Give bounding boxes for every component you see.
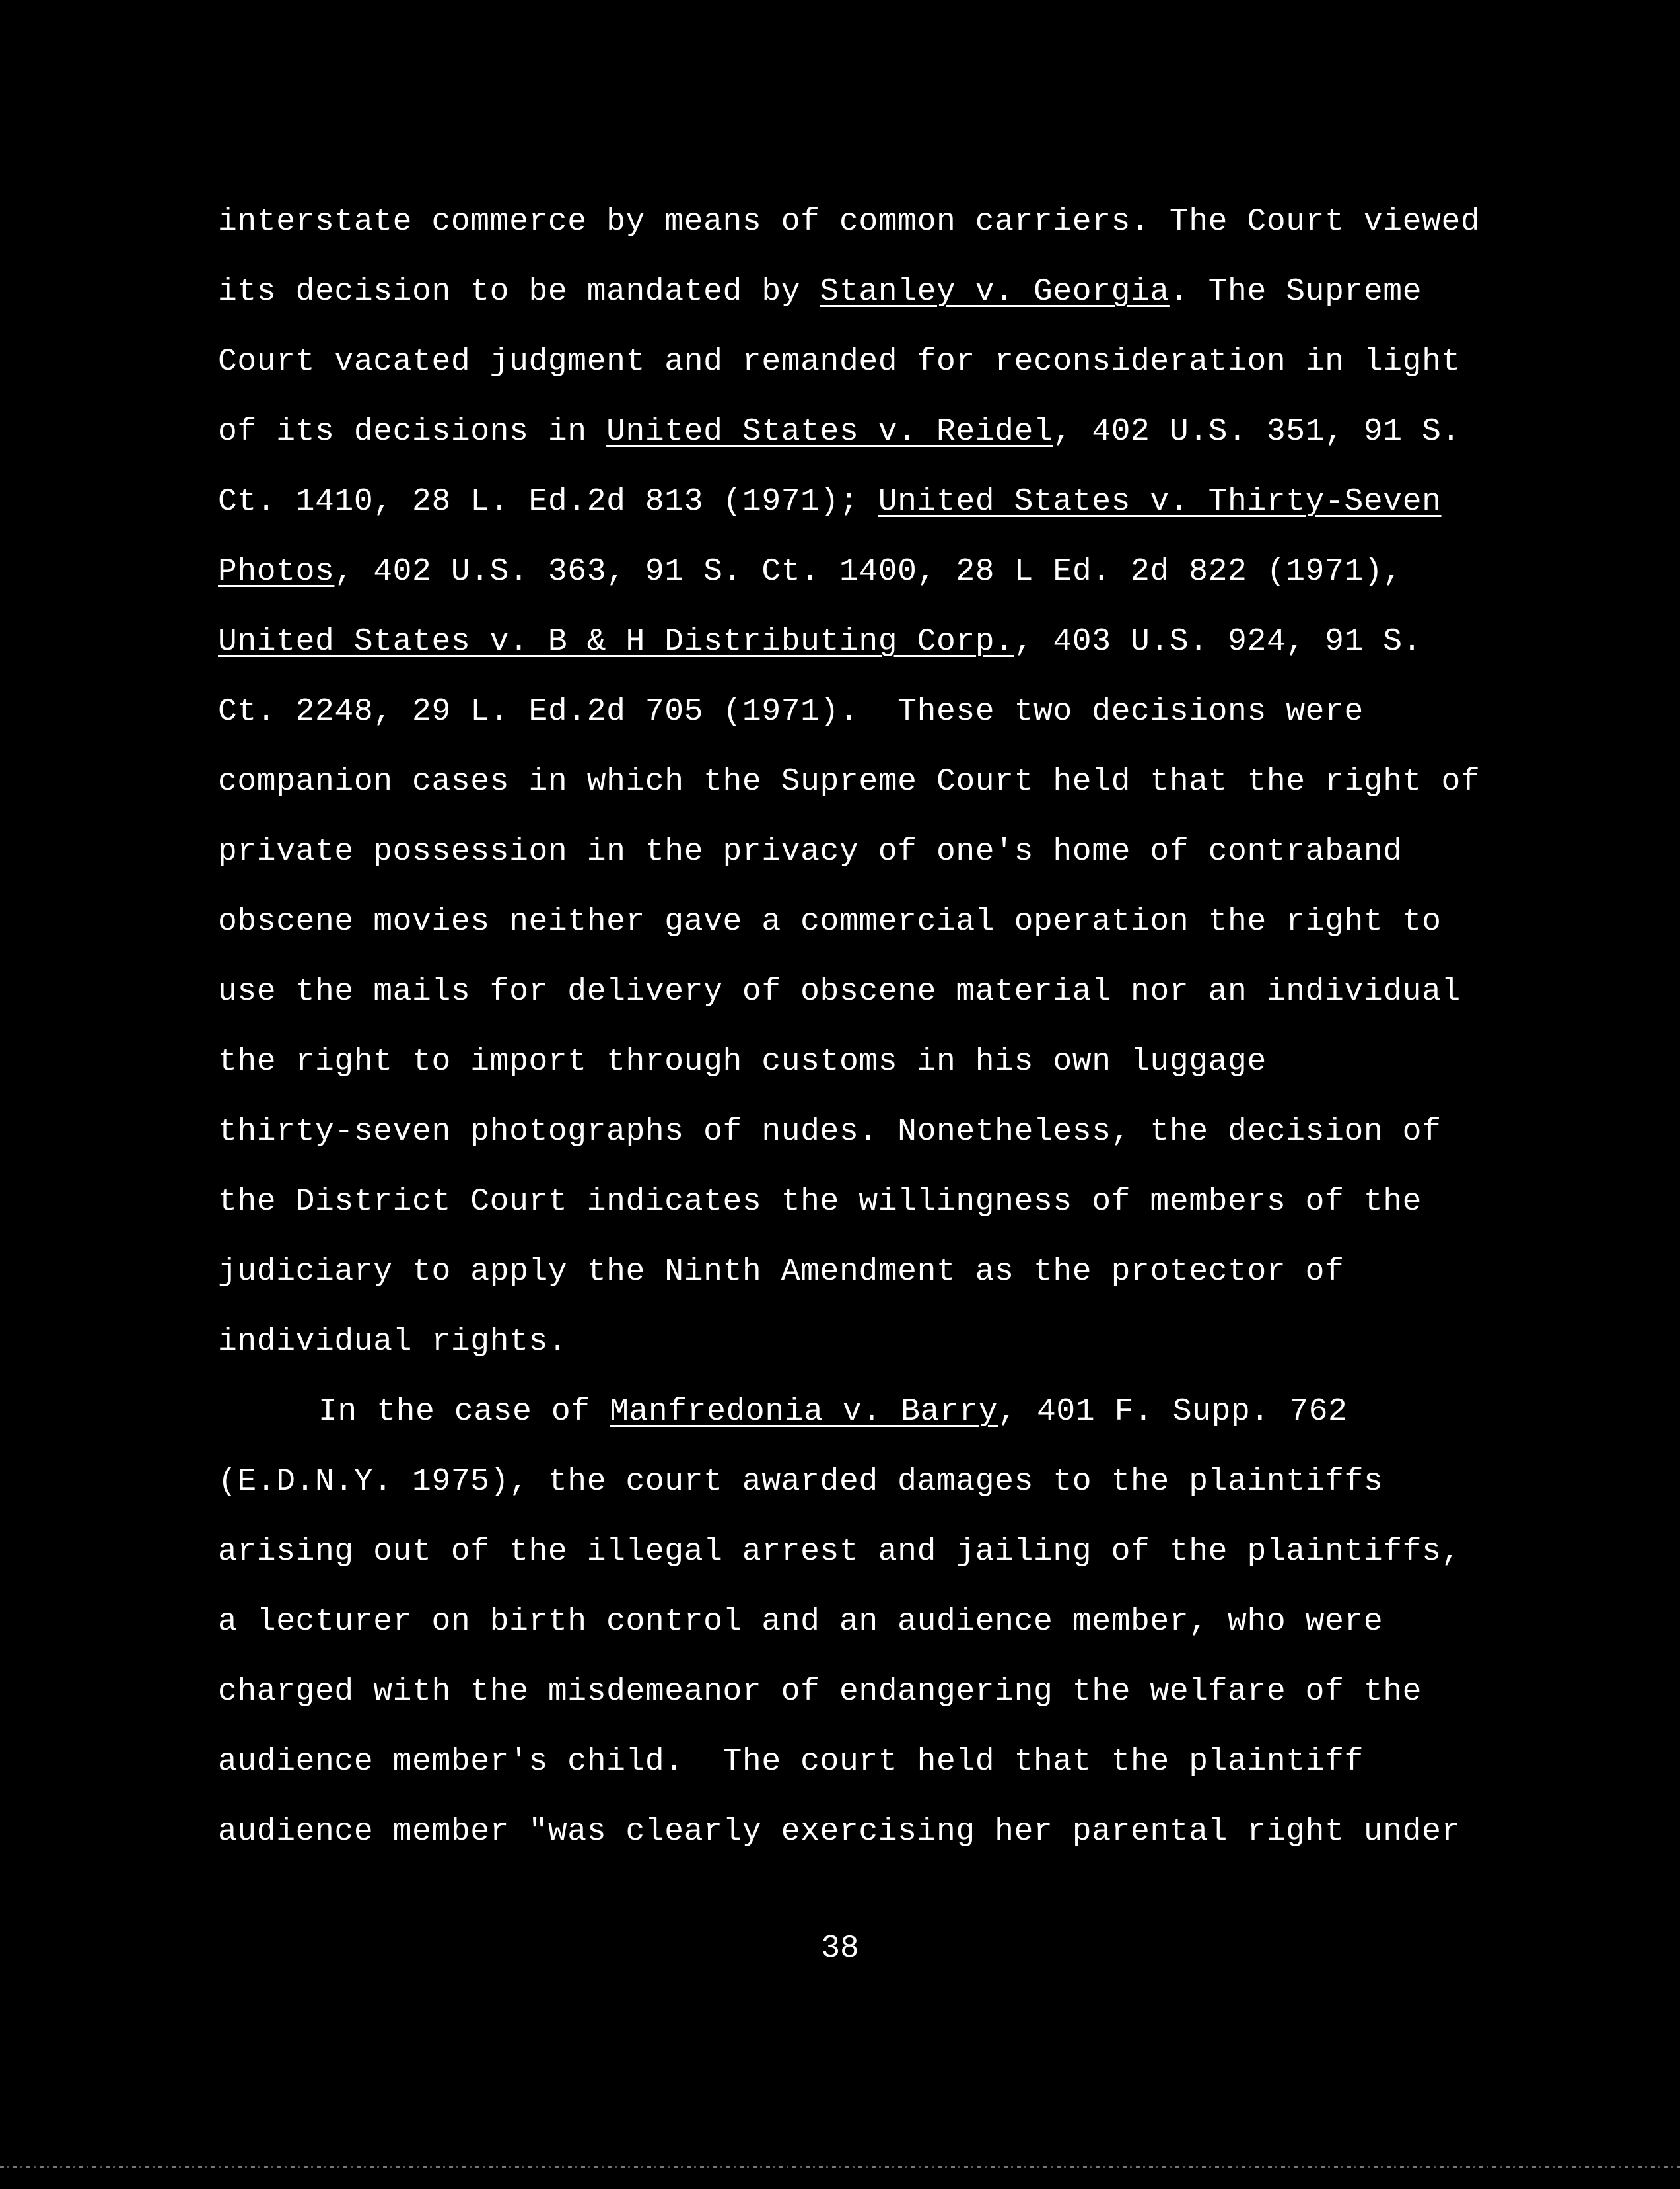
case-citation: United States v. Thirty-Seven xyxy=(878,484,1442,520)
text-segment: (E.D.N.Y. 1975), the court awarded damages to the plaintiffs xyxy=(218,1464,1383,1500)
text-segment: companion cases in which the Supreme Court held that the right of xyxy=(218,764,1481,800)
text-line xyxy=(218,478,1545,548)
text-line xyxy=(218,1248,1545,1318)
text-line xyxy=(218,1808,1545,1878)
scan-edge-artifact xyxy=(0,2166,1680,2168)
text-line xyxy=(218,898,1545,968)
case-citation: United States v. Reidel xyxy=(606,414,1053,450)
text-segment: charged with the misdemeanor of endangering the welfare of the xyxy=(218,1674,1422,1710)
text-segment: thirty-seven photographs of nudes. Nonetheless, the decision of xyxy=(218,1114,1442,1150)
text-segment: Court vacated judgment and remanded for reconsideration in light xyxy=(218,344,1461,380)
text-segment: audience member's child. The court held that the plaintiff xyxy=(218,1744,1364,1780)
text-segment: the right to import through customs in his own luggage xyxy=(218,1044,1267,1080)
text-segment: , 402 U.S. 363, 91 S. Ct. 1400, 28 L Ed. 2d 822 (1971), xyxy=(334,554,1403,590)
body-text xyxy=(218,198,1545,1878)
text-line xyxy=(218,688,1545,758)
text-segment: its decision to be mandated by xyxy=(218,274,820,310)
text-segment: arising out of the illegal arrest and jailing of the plaintiffs, xyxy=(218,1534,1461,1570)
text-segment: , 403 U.S. 924, 91 S. xyxy=(1014,624,1422,660)
text-segment: private possession in the privacy of one's home of contraband xyxy=(218,834,1403,870)
case-citation: Manfredonia v. Barry xyxy=(610,1394,998,1430)
text-line xyxy=(218,1598,1545,1668)
text-line xyxy=(218,1178,1545,1248)
text-segment: the District Court indicates the willingness of members of the xyxy=(218,1184,1422,1220)
text-line xyxy=(218,268,1545,338)
text-line xyxy=(218,758,1545,828)
text-segment: audience member "was clearly exercising her parental right under xyxy=(218,1814,1461,1850)
text-line xyxy=(218,1458,1545,1528)
text-line xyxy=(218,828,1545,898)
case-citation: United States v. B & H Distributing Corp. xyxy=(218,624,1014,660)
text-segment: Ct. 1410, 28 L. Ed.2d 813 (1971); xyxy=(218,484,878,520)
text-segment: of its decisions in xyxy=(218,414,607,450)
text-segment: individual rights. xyxy=(218,1324,568,1360)
text-segment: obscene movies neither gave a commercial operation the right to xyxy=(218,904,1442,940)
text-segment: . The Supreme xyxy=(1169,274,1422,310)
text-line xyxy=(218,1388,1545,1458)
text-line xyxy=(218,338,1545,408)
text-line xyxy=(218,1108,1545,1178)
text-line xyxy=(218,548,1545,618)
text-segment: Ct. 2248, 29 L. Ed.2d 705 (1971). These two decisions were xyxy=(218,694,1364,730)
text-line xyxy=(218,1038,1545,1108)
page-number: 38 xyxy=(821,1931,859,1966)
text-line xyxy=(218,1528,1545,1598)
text-segment: In the case of xyxy=(318,1394,610,1430)
text-line xyxy=(218,1738,1545,1808)
text-segment: , 401 F. Supp. 762 xyxy=(998,1394,1348,1430)
text-segment: , 402 U.S. 351, 91 S. xyxy=(1053,414,1461,450)
text-line xyxy=(218,968,1545,1038)
text-line xyxy=(218,198,1545,268)
case-citation: Stanley v. Georgia xyxy=(820,274,1170,310)
text-segment: use the mails for delivery of obscene material nor an individual xyxy=(218,974,1461,1010)
case-citation: Photos xyxy=(218,554,335,590)
text-segment: a lecturer on birth control and an audience member, who were xyxy=(218,1604,1383,1640)
text-line xyxy=(218,408,1545,478)
text-line xyxy=(218,618,1545,688)
text-segment: interstate commerce by means of common carriers. The Court viewed xyxy=(218,204,1481,240)
text-line xyxy=(218,1668,1545,1738)
text-line xyxy=(218,1318,1545,1388)
text-segment: judiciary to apply the Ninth Amendment as the protector of xyxy=(218,1254,1345,1290)
